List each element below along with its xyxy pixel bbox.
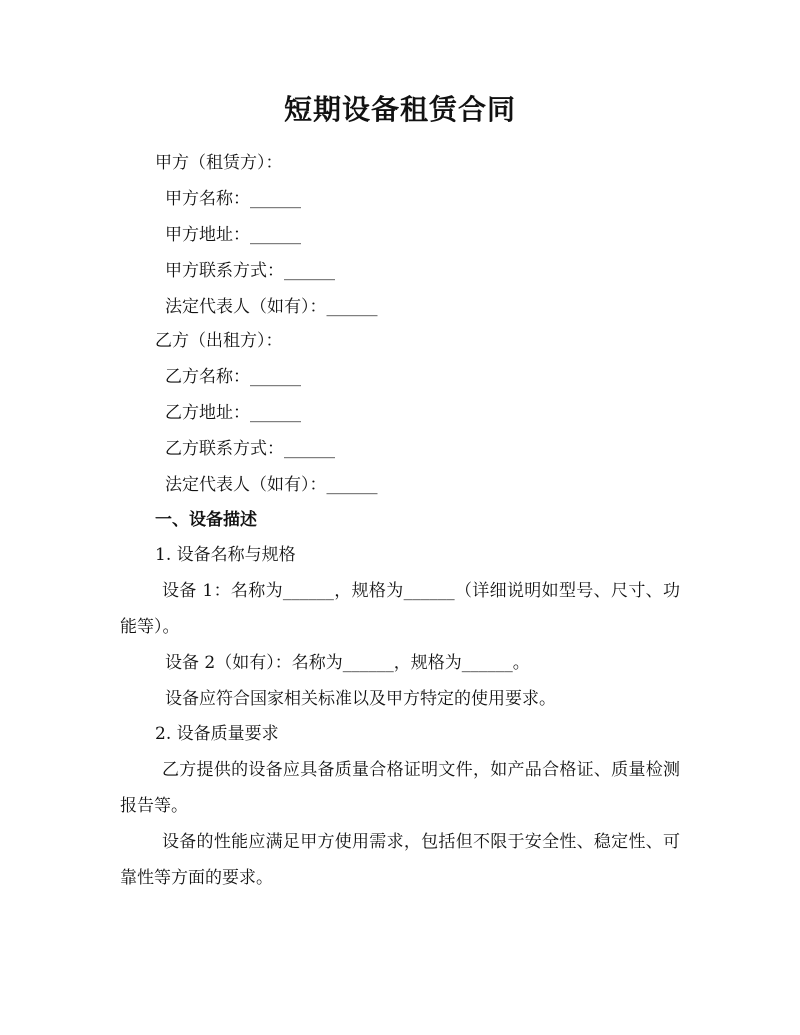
device-2-line: 设备 2（如有）：名称为______，规格为______。 (165, 653, 530, 673)
party-a-legal-rep: 法定代表人（如有）：______ (165, 297, 378, 317)
subsection-1-heading: 1. 设备名称与规格 (155, 545, 296, 565)
device-1-paragraph: 设备 1：名称为______，规格为______（详细说明如型号、尺寸、功能等）。 (120, 581, 680, 637)
party-b-contact: 乙方联系方式：______ (165, 439, 335, 459)
party-a-address: 甲方地址：______ (165, 225, 301, 245)
quality-certificate-paragraph: 乙方提供的设备应具备质量合格证明文件，如产品合格证、质量检测报告等。 (120, 760, 680, 816)
compliance-line: 设备应符合国家相关标准以及甲方特定的使用要求。 (165, 689, 556, 709)
subsection-2-heading: 2. 设备质量要求 (155, 724, 279, 744)
party-a-heading: 甲方（租赁方）： (155, 153, 283, 173)
section-1-heading: 一、设备描述 (155, 510, 257, 530)
party-a-contact: 甲方联系方式：______ (165, 261, 335, 281)
performance-paragraph: 设备的性能应满足甲方使用需求，包括但不限于安全性、稳定性、可靠性等方面的要求。 (120, 832, 680, 888)
party-a-name: 甲方名称：______ (165, 189, 301, 209)
party-b-address: 乙方地址：______ (165, 403, 301, 423)
party-b-legal-rep: 法定代表人（如有）：______ (165, 475, 378, 495)
document-title: 短期设备租赁合同 (283, 93, 516, 126)
party-b-name: 乙方名称：______ (165, 367, 301, 387)
party-b-heading: 乙方（出租方）： (155, 331, 283, 351)
